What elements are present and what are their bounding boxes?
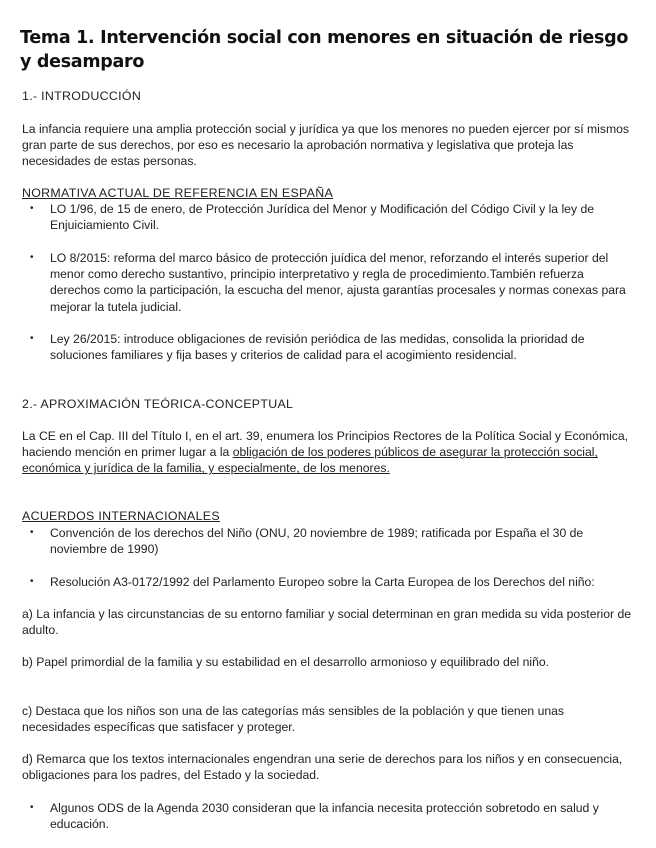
section-heading-introduccion: 1.- INTRODUCCIÓN (22, 89, 142, 103)
list-item-text: Algunos ODS de la Agenda 2030 consideran que la infancia necesita protección sobretodo en salud y educación. (50, 801, 599, 832)
bullet-icon: • (30, 576, 34, 587)
bullet-icon: • (30, 527, 34, 538)
subheading-acuerdos: ACUERDOS INTERNACIONALES (22, 509, 220, 523)
section-heading-aproximacion: 2.- APROXIMACIÓN TEÓRICA-CONCEPTUAL (22, 397, 294, 411)
list-item-text: Resolución A3-0172/1992 del Parlamento Europeo sobre la Carta Europea de los Derechos del niño: (50, 575, 595, 589)
aproximacion-paragraph-lead: La CE en el Cap. III del Título I, en el art. 39, enumera los Principios Rectores de la Política Social y Económica, haciendo mención en primer lugar a la (22, 429, 629, 460)
point-c: c) Destaca que los niños son una de las categorías más sensibles de la población y que tienen unas necesidades específicas que satisfacer y proteger. (22, 704, 565, 735)
point-d: d) Remarca que los textos internacionales engendran una serie de derechos para los niños y en consecuencia, obligaciones para los padres, del Estado y la sociedad. (22, 752, 623, 783)
aproximacion-paragraph-underlined: obligación de los poderes públicos de asegurar la protección social, económica y jurídica de la familia, y especialmente, de los menores. (22, 445, 598, 476)
subheading-normativa: NORMATIVA ACTUAL DE REFERENCIA EN ESPAÑA (22, 186, 334, 200)
list-item-acuerdos-1 (30, 525, 630, 557)
list-item-acuerdos-2 (30, 574, 630, 590)
list-item-ods (30, 800, 630, 832)
bullet-icon: • (30, 333, 34, 344)
point-b: b) Papel primordial de la familia y su estabilidad en el desarrollo armonioso y equilibrado del niño. (22, 655, 550, 669)
bullet-icon: • (30, 802, 34, 813)
document-title: Tema 1. Intervención social con menores en situación de riesgo y desamparo (20, 28, 629, 72)
list-item-normativa-2 (30, 250, 630, 315)
bullet-icon: • (30, 203, 34, 214)
point-a: a) La infancia y las circunstancias de su entorno familiar y social determinan en gran medida su vida posterior de adulto. (22, 607, 632, 638)
list-item-text: LO 8/2015: reforma del marco básico de protección juídica del menor, reforzando el interés superior del menor como derecho sustantivo, principio interpretativo y regla de procedimiento.También refuerza derechos como la participación, la escucha del menor, ajusta garantías procesales y normas conexas para mejorar la tutela judicial. (50, 251, 626, 314)
list-item-normativa-1 (30, 201, 630, 233)
list-item-text: Convención de los derechos del Niño (ONU, 20 noviembre de 1989; ratificada por España el 30 de noviembre de 1990) (50, 526, 584, 557)
bullet-icon: • (30, 252, 34, 263)
list-item-text: LO 1/96, de 15 de enero, de Protección Jurídica del Menor y Modificación del Código Civil y la ley de Enjuiciamiento Civil. (50, 202, 594, 233)
intro-paragraph: La infancia requiere una amplia protección social y jurídica ya que los menores no pueden ejercer por sí mismos gran parte de sus derechos, por eso es necesario la aprobación normativa y legislativa que proteja las necesidades de estas personas. (22, 122, 629, 169)
aproximacion-paragraph (22, 428, 634, 477)
list-item-text: Ley 26/2015: introduce obligaciones de revisión periódica de las medidas, consolida la prioridad de soluciones familiares y fija bases y criterios de calidad para el acogimiento residencial. (50, 332, 585, 363)
list-item-normativa-3 (30, 331, 630, 363)
